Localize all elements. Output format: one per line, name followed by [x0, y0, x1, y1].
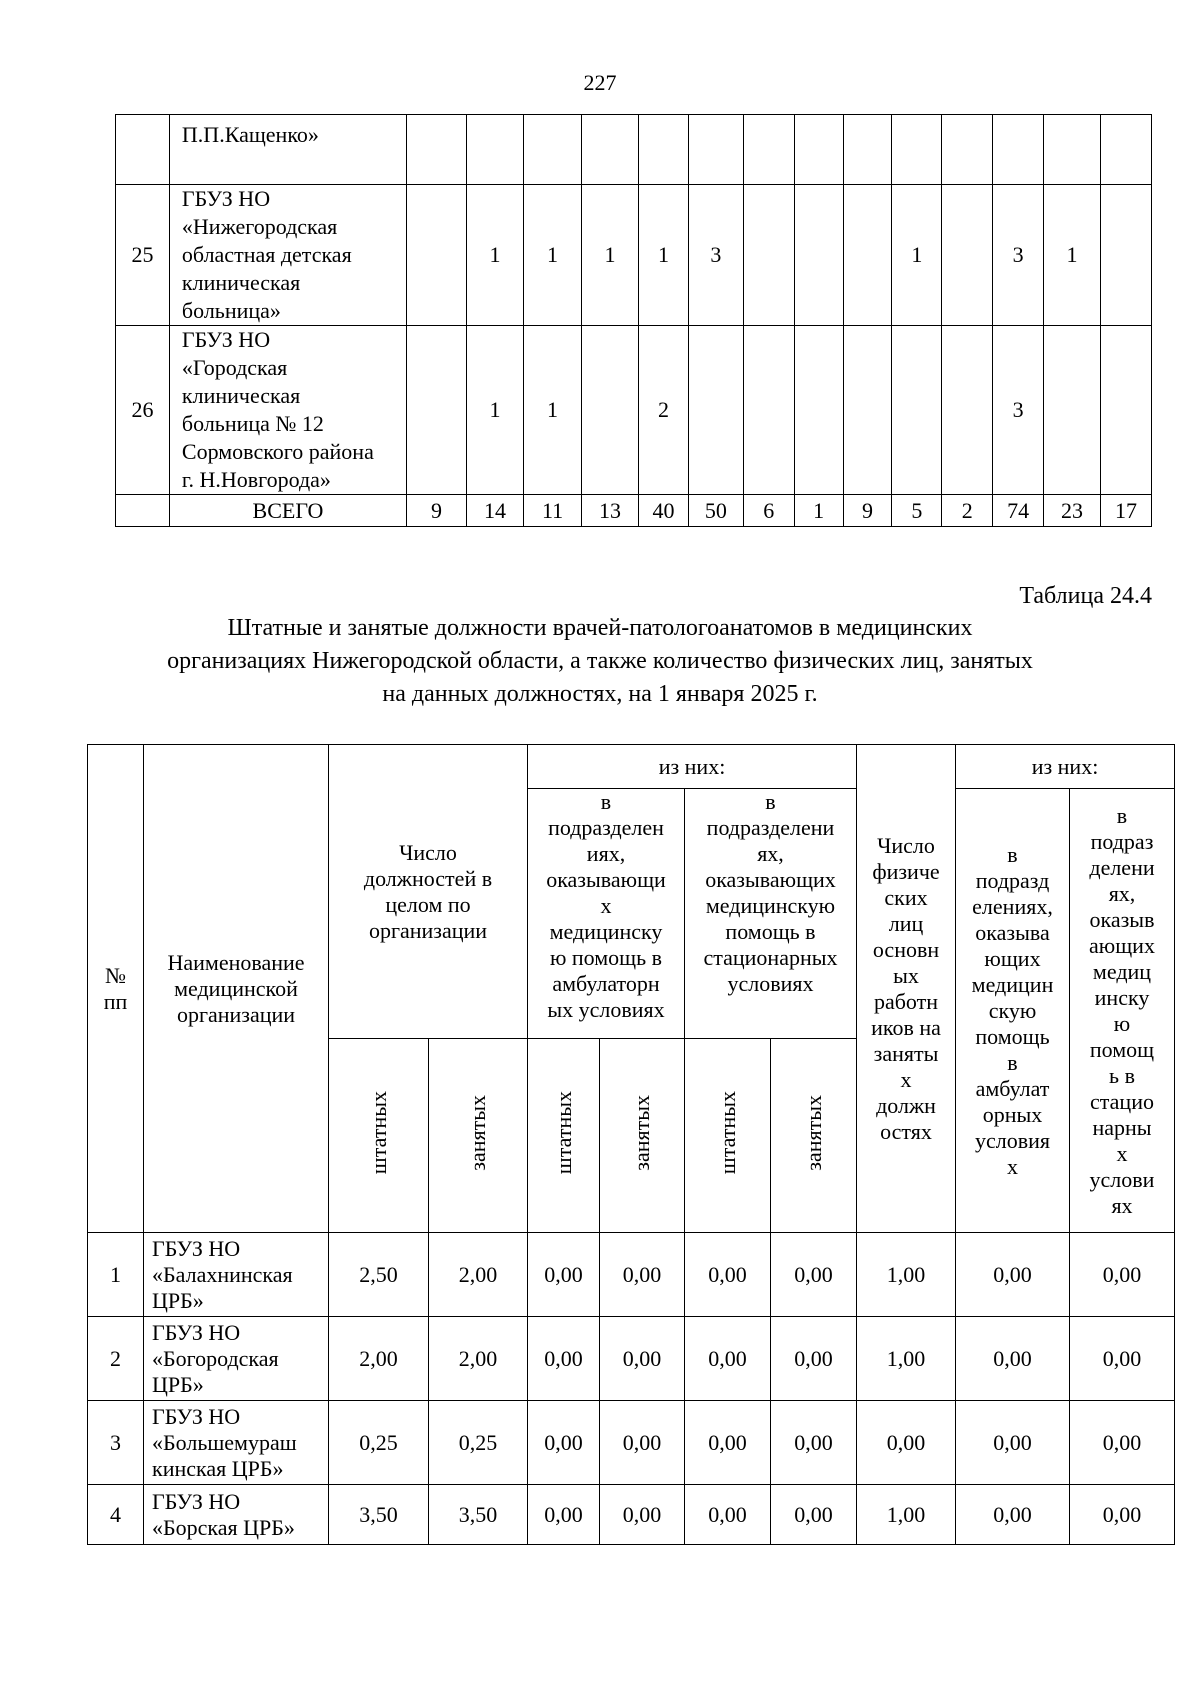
header-line: х	[600, 893, 612, 918]
total-cell: 5	[892, 495, 942, 527]
header-line: амбулат	[975, 1075, 1050, 1101]
header-line: ющих	[984, 945, 1041, 971]
header-line: ских	[884, 884, 928, 910]
header-ambulatory	[528, 789, 685, 1039]
org-name-line: ГБУЗ НО	[152, 1488, 241, 1514]
value-cell	[688, 115, 743, 185]
value-cell: 0,00	[528, 1233, 600, 1317]
header-staff-label: штатных	[550, 1090, 576, 1175]
value-cell	[1044, 115, 1101, 185]
value-cell: 2,00	[429, 1233, 528, 1317]
total-label: ВСЕГО	[169, 495, 406, 527]
header-line: №	[105, 962, 126, 988]
value-cell	[467, 115, 524, 185]
value-cell: 1,00	[857, 1485, 956, 1545]
table-title-line: Штатные и занятые должности врачей-патологоанатомов в медицинских	[227, 615, 973, 641]
header-line: ях,	[757, 841, 784, 866]
value-cell: 0,00	[685, 1485, 771, 1545]
header-line: медицинской	[174, 975, 298, 1001]
header-occupied	[429, 1039, 528, 1233]
value-cell: 0,00	[1070, 1317, 1175, 1401]
header-line: помощь в	[725, 919, 816, 944]
org-name-line: больница № 12	[181, 411, 324, 436]
value-cell	[743, 326, 794, 495]
header-positions-total	[329, 745, 528, 1039]
total-cell: 50	[688, 495, 743, 527]
table-row	[88, 1317, 1175, 1401]
total-empty	[116, 495, 170, 527]
value-cell: 0,00	[600, 1485, 685, 1545]
value-cell	[892, 326, 942, 495]
value-cell	[942, 326, 993, 495]
org-name	[169, 185, 406, 326]
header-line: иях,	[586, 841, 626, 866]
header-line: должностей в	[363, 865, 493, 891]
row-number: 1	[88, 1233, 144, 1317]
header-line: основн	[872, 936, 940, 962]
value-cell: 1	[1044, 185, 1101, 326]
value-cell: 1	[892, 185, 942, 326]
value-cell: 1	[639, 185, 689, 326]
org-name-line: «Нижегородская	[181, 214, 338, 239]
header-line: х	[1007, 1153, 1018, 1179]
header-line: подразд	[975, 867, 1050, 893]
value-cell: 0,00	[685, 1401, 771, 1485]
total-cell: 14	[467, 495, 524, 527]
header-line: лиц	[888, 910, 924, 936]
org-name	[144, 1401, 329, 1485]
table-row	[116, 185, 1152, 326]
header-line: услови	[1089, 1166, 1155, 1192]
value-cell: 0,00	[528, 1401, 600, 1485]
table-row	[116, 326, 1152, 495]
value-cell: 1,00	[857, 1233, 956, 1317]
value-cell: 3	[688, 185, 743, 326]
value-cell	[843, 185, 892, 326]
header-staff-label: штатных	[714, 1090, 740, 1175]
header-line: остях	[880, 1118, 932, 1144]
header-line: ь в	[1109, 1062, 1135, 1088]
header-staff	[528, 1039, 600, 1233]
value-cell: 2	[639, 326, 689, 495]
org-name	[169, 326, 406, 495]
header-line: амбулаторн	[552, 971, 660, 996]
value-cell	[582, 326, 639, 495]
total-cell: 9	[407, 495, 467, 527]
total-cell: 1	[794, 495, 843, 527]
org-name	[144, 1233, 329, 1317]
header-line: инску	[1094, 984, 1150, 1010]
org-name-line: ЦРБ»	[152, 1371, 204, 1397]
header-line: медицинскую	[705, 893, 836, 918]
header-line: подразделен	[548, 815, 664, 840]
org-name-line: ГБУЗ НО	[181, 327, 271, 352]
header-line: х	[900, 1066, 912, 1092]
table-title-line: организациях Нижегородской области, а также количество физических лиц, занятых	[167, 648, 1033, 674]
value-cell: 0,00	[956, 1233, 1070, 1317]
header-line: стационарных	[703, 945, 838, 970]
value-cell	[407, 326, 467, 495]
value-cell: 0,00	[1070, 1401, 1175, 1485]
header-line: иков на	[871, 1014, 941, 1040]
pathologist-positions-table	[87, 744, 1175, 1545]
header-line: в	[1007, 1049, 1018, 1075]
total-cell: 40	[639, 495, 689, 527]
row-number: 25	[116, 185, 170, 326]
value-cell: 0,00	[600, 1401, 685, 1485]
header-num	[88, 745, 144, 1233]
org-name	[169, 115, 406, 185]
header-staff	[685, 1039, 771, 1233]
value-cell	[1101, 326, 1152, 495]
value-cell	[407, 185, 467, 326]
value-cell: 0,00	[956, 1401, 1070, 1485]
header-line: ях	[1111, 1192, 1133, 1218]
table-title-line: на данных должностях, на 1 января 2025 г.	[382, 681, 818, 707]
header-line: орных	[982, 1101, 1043, 1127]
org-name-line: П.П.Кащенко»	[181, 122, 319, 147]
org-name-line: «Борская ЦРБ»	[152, 1514, 295, 1540]
value-cell	[942, 115, 993, 185]
value-cell: 0,00	[857, 1401, 956, 1485]
total-cell: 74	[993, 495, 1044, 527]
total-cell: 9	[843, 495, 892, 527]
value-cell	[743, 115, 794, 185]
header-line: помощь	[975, 1023, 1050, 1049]
value-cell: 0,00	[685, 1233, 771, 1317]
header-line: условия	[974, 1127, 1051, 1153]
value-cell: 2,50	[329, 1233, 429, 1317]
header-of-them-2: из них:	[956, 745, 1175, 789]
header-line: Наименование	[167, 949, 305, 975]
value-cell: 2,00	[429, 1317, 528, 1401]
header-line: делени	[1089, 854, 1155, 880]
value-cell	[1101, 185, 1152, 326]
value-cell: 0,00	[1070, 1233, 1175, 1317]
total-cell: 6	[743, 495, 794, 527]
value-cell	[524, 115, 582, 185]
header-line: ю	[1113, 1010, 1131, 1036]
total-row	[116, 495, 1152, 527]
header-line: целом по	[385, 891, 471, 917]
header-line: организации	[176, 1001, 296, 1027]
header-line: организации	[368, 917, 488, 943]
header-occupied-label: занятых	[629, 1094, 654, 1171]
header-occupied	[600, 1039, 685, 1233]
value-cell: 0,25	[429, 1401, 528, 1485]
header-line: подраз	[1090, 828, 1154, 854]
org-name-line: г. Н.Новгорода»	[181, 467, 331, 492]
value-cell	[582, 115, 639, 185]
value-cell: 0,00	[956, 1317, 1070, 1401]
header-line: в	[1116, 802, 1128, 828]
org-name-line: ГБУЗ НО	[152, 1403, 241, 1429]
value-cell: 0,00	[771, 1485, 857, 1545]
table-row	[88, 1401, 1175, 1485]
header-occupied-label: занятых	[465, 1094, 490, 1171]
value-cell	[942, 185, 993, 326]
header-staff	[329, 1039, 429, 1233]
value-cell	[794, 185, 843, 326]
org-name	[144, 1485, 329, 1545]
value-cell: 1	[524, 326, 582, 495]
previous-table	[115, 114, 1152, 527]
header-line: должн	[876, 1092, 936, 1118]
page-number: 227	[583, 70, 617, 95]
header-staff-label: штатных	[365, 1090, 391, 1175]
header-line: медиц	[1092, 958, 1152, 984]
header-line: елениях,	[972, 893, 1053, 919]
header-occupied	[771, 1039, 857, 1233]
org-name-line: ГБУЗ НО	[181, 186, 271, 211]
value-cell: 1	[582, 185, 639, 326]
value-cell: 0,00	[528, 1317, 600, 1401]
value-cell	[794, 115, 843, 185]
value-cell	[639, 115, 689, 185]
header-line: оказыва	[975, 919, 1050, 945]
value-cell: 1,00	[857, 1317, 956, 1401]
row-number: 3	[88, 1401, 144, 1485]
header-line: оказыв	[1089, 906, 1155, 932]
value-cell: 0,00	[685, 1317, 771, 1401]
header-line: Число	[399, 839, 457, 865]
org-name-line: кинская ЦРБ»	[152, 1455, 284, 1481]
value-cell: 3	[993, 185, 1044, 326]
value-cell	[843, 115, 892, 185]
header-line: в	[765, 789, 776, 814]
value-cell: 3,50	[429, 1485, 528, 1545]
value-cell: 2,00	[329, 1317, 429, 1401]
org-name-line: «Богородская	[152, 1345, 279, 1371]
header-line: стацио	[1090, 1088, 1154, 1114]
header-line: медицинску	[549, 919, 663, 944]
header-line: оказывающи	[546, 867, 666, 892]
value-cell	[843, 326, 892, 495]
header-phys-inpatient	[1070, 789, 1175, 1233]
value-cell: 0,00	[771, 1233, 857, 1317]
header-line: ях,	[1108, 880, 1136, 906]
total-cell: 23	[1044, 495, 1101, 527]
org-name-line: областная детская	[181, 242, 352, 267]
org-name-line: «Большемураш	[152, 1429, 297, 1455]
row-number: 2	[88, 1317, 144, 1401]
value-cell: 1	[524, 185, 582, 326]
value-cell: 0,00	[528, 1485, 600, 1545]
header-line: работн	[873, 988, 939, 1014]
value-cell: 0,00	[600, 1233, 685, 1317]
org-name-line: ГБУЗ НО	[152, 1319, 241, 1345]
value-cell: 0,25	[329, 1401, 429, 1485]
row-number: 4	[88, 1485, 144, 1545]
header-line: ых условиях	[547, 997, 665, 1022]
header-line: х	[1116, 1140, 1128, 1166]
header-line: Число	[877, 832, 935, 858]
header-inpatient	[685, 789, 857, 1039]
org-name-line: клиническая	[181, 383, 301, 408]
header-physical-persons	[857, 745, 956, 1233]
header-line: подразделени	[706, 815, 835, 840]
header-line: заняты	[873, 1040, 939, 1066]
value-cell: 0,00	[771, 1317, 857, 1401]
value-cell	[1044, 326, 1101, 495]
header-line: ающих	[1089, 932, 1155, 958]
total-cell: 13	[582, 495, 639, 527]
header-line: помощ	[1089, 1036, 1155, 1062]
value-cell: 0,00	[956, 1485, 1070, 1545]
org-name-line: ГБУЗ НО	[152, 1235, 241, 1261]
value-cell	[407, 115, 467, 185]
org-name-line: Сормовского района	[181, 439, 374, 464]
value-cell: 3	[993, 326, 1044, 495]
header-occupied-label: занятых	[800, 1094, 826, 1171]
row-number	[116, 115, 170, 185]
value-cell	[794, 326, 843, 495]
header-line: ых	[893, 962, 919, 988]
value-cell	[993, 115, 1044, 185]
header-line: нарны	[1092, 1114, 1152, 1140]
value-cell: 0,00	[600, 1317, 685, 1401]
header-line: ю помощь в	[549, 945, 663, 970]
header-phys-ambulatory	[956, 789, 1070, 1233]
value-cell: 1	[467, 185, 524, 326]
header-org-name	[144, 745, 329, 1233]
header-line: физиче	[872, 858, 940, 884]
table-caption: Таблица 24.4	[1019, 583, 1152, 609]
table-row	[88, 1233, 1175, 1317]
header-line: в	[600, 789, 612, 814]
header-line: условиях	[727, 971, 814, 996]
org-name-line: «Городская	[181, 355, 288, 380]
header-line: пп	[103, 988, 128, 1014]
table-row	[116, 115, 1152, 185]
org-name-line: ЦРБ»	[152, 1287, 204, 1313]
total-cell: 2	[942, 495, 993, 527]
total-cell: 11	[524, 495, 582, 527]
header-line: в	[1007, 841, 1018, 867]
header-line: скую	[988, 997, 1037, 1023]
value-cell	[892, 115, 942, 185]
value-cell: 0,00	[771, 1401, 857, 1485]
org-name	[144, 1317, 329, 1401]
value-cell	[743, 185, 794, 326]
header-line: оказывающих	[705, 867, 836, 892]
value-cell	[1101, 115, 1152, 185]
header-line: медицин	[971, 971, 1054, 997]
header-of-them: из них:	[528, 745, 857, 789]
table-row	[88, 1485, 1175, 1545]
table-title	[0, 612, 1200, 711]
value-cell: 1	[467, 326, 524, 495]
org-name-line: больница»	[181, 298, 281, 323]
value-cell: 3,50	[329, 1485, 429, 1545]
org-name-line: «Балахнинская	[152, 1261, 293, 1287]
value-cell	[688, 326, 743, 495]
row-number: 26	[116, 326, 170, 495]
total-cell: 17	[1101, 495, 1152, 527]
value-cell: 0,00	[1070, 1485, 1175, 1545]
org-name-line: клиническая	[181, 270, 301, 295]
